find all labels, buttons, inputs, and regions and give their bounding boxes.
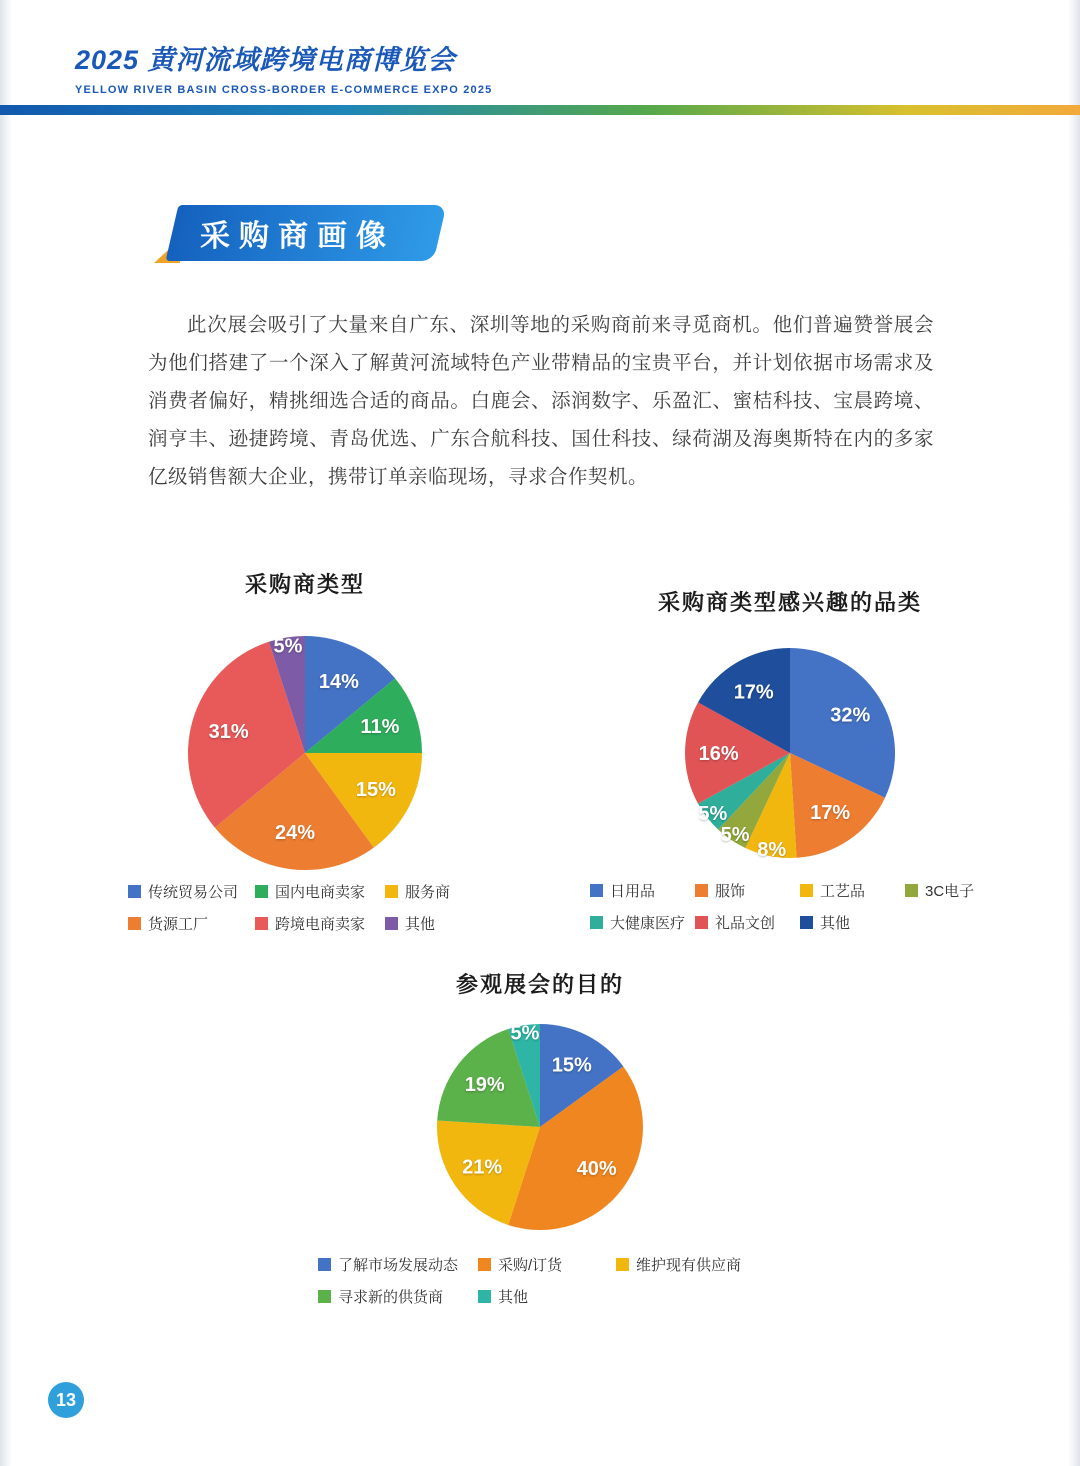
chart-legend [85, 881, 525, 934]
legend-item [255, 881, 385, 902]
legend-item [800, 912, 905, 933]
legend-item [695, 880, 800, 901]
pie-slice-value: 17% [733, 681, 774, 704]
section-banner [150, 205, 450, 261]
legend-swatch [255, 917, 268, 930]
legend-item [478, 1286, 616, 1307]
pie-chart [677, 640, 903, 866]
legend-label: 维护现有供应商 [636, 1257, 742, 1274]
legend-label: 采购/订货 [498, 1257, 563, 1274]
legend-swatch [318, 1290, 331, 1303]
chart-title: 参观展会的目的 [455, 972, 624, 997]
pie-slice-value: 21% [462, 1156, 503, 1179]
pie-slice-value: 5% [273, 635, 303, 658]
chart-buyer-types [85, 568, 525, 934]
pie-slice-value: 8% [757, 838, 787, 861]
legend-swatch [478, 1290, 491, 1303]
intro-paragraph: 此次展会吸引了大量来自广东、深圳等地的采购商前来寻觅商机。他们普遍赞誉展会为他们搭建了一个深入了解黄河流域特色产业带精品的宝贵平台，并计划依据市场需求及消费者偏好，精挑细选合适的商品。白鹿会、添润数字、乐盈汇、蜜桔科技、宝晨跨境、润亨丰、逊捷跨境、青岛优选、广东合航科技、国仕科技、绿荷湖及海奥斯特在内的多家亿级销售额大企业，携带订单亲临现场，寻求合作契机。 [148, 314, 934, 488]
legend-swatch [128, 885, 141, 898]
legend-label: 服务商 [405, 884, 451, 901]
legend-swatch [478, 1258, 491, 1271]
legend-label: 礼品文创 [715, 915, 776, 932]
chart-legend [568, 880, 1012, 933]
pie-slice-value: 19% [464, 1074, 505, 1097]
legend-swatch [590, 884, 603, 897]
legend-item [616, 1254, 741, 1275]
chart-interested-categories [568, 586, 1012, 933]
pie-slice-value: 14% [318, 671, 359, 693]
legend-label: 货源工厂 [148, 916, 209, 933]
expo-header [75, 38, 493, 96]
legend-label: 传统贸易公司 [148, 884, 239, 901]
pie-slice-value: 32% [830, 704, 871, 727]
page-edge-left [0, 0, 12, 1466]
expo-title: 2025 黄河流域跨境电商博览会 [75, 45, 456, 75]
section-title: 采购商画像 [200, 220, 395, 253]
legend-swatch [128, 917, 141, 930]
legend-label: 跨境电商卖家 [275, 916, 366, 933]
pie-slice-value: 17% [810, 802, 851, 825]
legend-label: 其他 [820, 915, 851, 932]
legend-swatch [800, 916, 813, 929]
legend-label: 寻求新的供货商 [338, 1289, 444, 1306]
legend-label: 其他 [405, 916, 436, 933]
legend-swatch [590, 916, 603, 929]
legend-item [385, 881, 450, 902]
legend-label: 服饰 [715, 883, 746, 900]
legend-swatch [255, 885, 268, 898]
chart-title: 采购商类型 [244, 572, 365, 597]
header-divider-bar [0, 105, 1080, 115]
legend-swatch [695, 916, 708, 929]
pie-chart [180, 628, 430, 878]
page-number-badge: 13 [48, 1382, 84, 1418]
legend-item [590, 912, 695, 933]
legend-label: 了解市场发展动态 [338, 1257, 459, 1274]
legend-item [318, 1254, 478, 1275]
pie-chart [429, 1016, 651, 1238]
legend-item [318, 1286, 478, 1307]
pie-slice-value: 5% [510, 1022, 540, 1045]
pie-slice-value: 11% [360, 716, 400, 739]
legend-item [385, 913, 450, 934]
pie-slice-value: 31% [208, 720, 249, 743]
legend-swatch [616, 1258, 629, 1271]
chart-title: 采购商类型感兴趣的品类 [657, 590, 922, 615]
pie-slice-value: 15% [355, 779, 396, 802]
pie-slice-value: 40% [576, 1158, 617, 1181]
legend-item [128, 913, 255, 934]
legend-label: 其他 [498, 1289, 529, 1306]
legend-swatch [800, 884, 813, 897]
legend-item [128, 881, 255, 902]
pie-slice-value: 16% [698, 743, 739, 765]
chart-legend [300, 1254, 780, 1307]
legend-label: 工艺品 [820, 883, 866, 900]
legend-swatch [385, 885, 398, 898]
legend-label: 大健康医疗 [610, 915, 686, 932]
legend-swatch [905, 884, 918, 897]
page-edge-right [1068, 0, 1080, 1466]
legend-item [800, 880, 905, 901]
pie-slice-value: 24% [274, 821, 316, 844]
expo-subtitle: YELLOW RIVER BASIN CROSS-BORDER E-COMMERCE EXPO 2025 [75, 84, 493, 96]
legend-swatch [318, 1258, 331, 1271]
legend-item [255, 913, 385, 934]
chart-visit-purpose [300, 968, 780, 1307]
legend-item [590, 880, 695, 901]
legend-item [478, 1254, 616, 1275]
pie-slice-value: 5% [698, 802, 728, 825]
legend-label: 日用品 [610, 883, 656, 900]
legend-item [695, 912, 800, 933]
pie-slice-value: 15% [551, 1054, 592, 1077]
legend-item [905, 880, 974, 901]
legend-label: 国内电商卖家 [275, 884, 366, 901]
legend-swatch [695, 884, 708, 897]
legend-swatch [385, 917, 398, 930]
pie-slice-value: 5% [720, 823, 750, 846]
legend-label: 3C电子 [925, 883, 975, 900]
